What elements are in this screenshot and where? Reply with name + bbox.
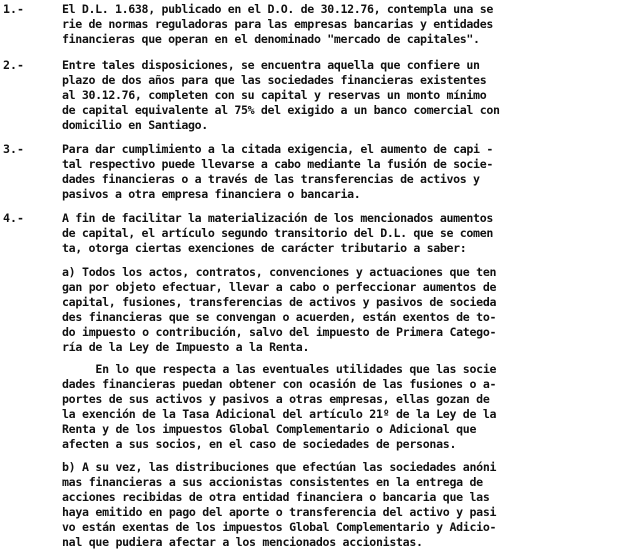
text-line: financieras que operan en el denominado "mercado de capitales". bbox=[62, 32, 480, 46]
text-line: gan por objeto efectuar, llevar a cabo o perfeccionar aumentos de bbox=[62, 280, 497, 294]
text-line: A fin de facilitar la materialización de los mencionados aumentos bbox=[62, 211, 493, 225]
text-line: El D.L. 1.638, publicado en el D.O. de 30.12.76, contempla una se bbox=[62, 2, 493, 16]
subparagraph-b bbox=[62, 460, 608, 550]
text-line: afecten a sus socios, en el caso de sociedades de personas. bbox=[62, 437, 457, 451]
item-number: 2.- bbox=[3, 58, 24, 72]
text-line: b) A su vez, las distribuciones que efectúan las sociedades anóni bbox=[62, 460, 497, 474]
text-line: dades financieras o a través de las transferencias de activos y bbox=[62, 172, 480, 186]
text-line: Entre tales disposiciones, se encuentra aquella que confiere un bbox=[62, 58, 480, 72]
subparagraph-a-continuation bbox=[62, 362, 608, 452]
item-number: 4.- bbox=[3, 211, 24, 225]
text-line: rie de normas reguladoras para las empresas bancarias y entidades bbox=[62, 17, 493, 31]
text-line: plazo de dos años para que las sociedades financieras existentes bbox=[62, 73, 487, 87]
text-line: Para dar cumplimiento a la citada exigencia, el aumento de capi - bbox=[62, 142, 493, 156]
text-line: al 30.12.76, completen con su capital y reservas un monto mínimo bbox=[62, 88, 487, 102]
text-line: la exención de la Tasa Adicional del artículo 21º de la Ley de la bbox=[62, 407, 497, 421]
text-line: pasivos a otra empresa financiera o bancaria. bbox=[62, 187, 361, 201]
text-line: a) Todos los actos, contratos, convenciones y actuaciones que ten bbox=[62, 265, 497, 279]
text-line: domicilio en Santiago. bbox=[62, 118, 208, 132]
item-text bbox=[62, 142, 608, 202]
text-line: des financieras que se convengan o acuerden, están exentos de to- bbox=[62, 310, 497, 324]
item-text bbox=[62, 58, 608, 133]
text-line: ría de la Ley de Impuesto a la Renta. bbox=[62, 340, 310, 354]
item-text bbox=[62, 2, 608, 47]
text-line: Renta y de los impuestos Global Complementario o Adicional que bbox=[62, 422, 477, 436]
text-line: do impuesto o contribución, salvo del impuesto de Primera Catego- bbox=[62, 325, 497, 339]
text-line: acciones recibidas de otra entidad financiera o bancaria que las bbox=[62, 490, 490, 504]
text-line: En lo que respecta a las eventuales utilidades que las socie bbox=[62, 362, 497, 376]
item-number: 3.- bbox=[3, 142, 24, 156]
text-line: tal respectivo puede llevarse a cabo mediante la fusión de socie- bbox=[62, 157, 493, 171]
text-line: portes de sus activos y pasivos a otras empresas, ellas gozan de bbox=[62, 392, 490, 406]
text-line: mas financieras a sus accionistas consistentes en la entrega de bbox=[62, 475, 483, 489]
item-number: 1.- bbox=[3, 2, 24, 16]
text-line: nal que pudiera afectar a los mencionados accionistas. bbox=[62, 535, 423, 549]
text-line: capital, fusiones, transferencias de activos y pasivos de socieda bbox=[62, 295, 497, 309]
text-line: vo están exentas de los impuestos Global Complementario y Adicio- bbox=[62, 520, 497, 534]
text-line: dades financieras puedan obtener con ocasión de las fusiones o a- bbox=[62, 377, 497, 391]
text-line: ta, otorga ciertas exenciones de carácter tributario a saber: bbox=[62, 241, 467, 255]
item-text bbox=[62, 211, 608, 256]
text-line: de capital equivalente al 75% del exigido a un banco comercial con bbox=[62, 103, 500, 117]
subparagraph-a bbox=[62, 265, 608, 355]
text-line: de capital, el artículo segundo transitorio del D.L. que se comen bbox=[62, 226, 493, 240]
text-line: haya emitido en pago del aporte o transferencia del activo y pasi bbox=[62, 505, 497, 519]
